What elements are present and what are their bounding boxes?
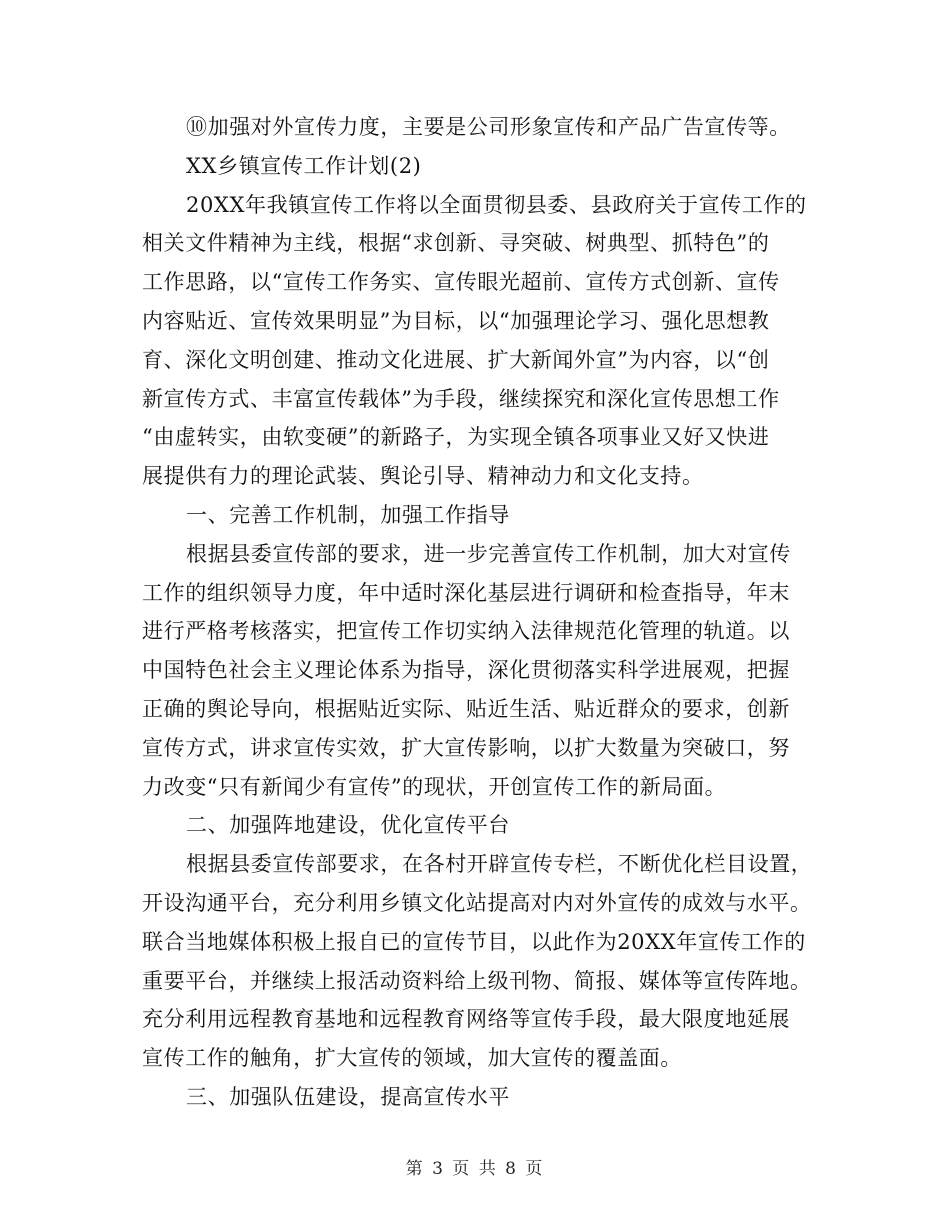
document-body: [142, 108, 813, 1117]
text-line: 宣传工作的触角，扩大宣传的领域，加大宣传的覆盖面。: [142, 1046, 682, 1071]
text-line: 根据县委宣传部的要求，进一步完善宣传工作机制，加大对宣传: [186, 541, 791, 566]
text-line: 内容贴近、宣传效果明显”为目标，以“加强理论学习、强化思想教: [142, 308, 770, 333]
text-line: XX乡镇宣传工作计划(2): [186, 153, 422, 178]
text-line: 工作思路，以“宣传工作务实、宣传眼光超前、宣传方式创新、宣传: [142, 270, 780, 295]
page-footer: 第 3 页 共 8 页: [405, 1159, 545, 1179]
text-line: 重要平台，并继续上报活动资料给上级刊物、简报、媒体等宣传阵地。: [142, 968, 812, 993]
text-line: 相关文件精神为主线，根据“求创新、寻突破、树典型、抓特色”的: [142, 231, 770, 256]
text-line: 育、深化文明创建、推动文化进展、扩大新闻外宣”为内容，以“创: [142, 347, 770, 372]
text-line: 三、加强队伍建设，提高宣传水平: [186, 1084, 510, 1109]
text-line: “由虚转实，由软变硬”的新路子，为实现全镇各项事业又好又快进: [142, 425, 770, 450]
text-line: 工作的组织领导力度，年中适时深化基层进行调研和检查指导，年末: [142, 580, 790, 605]
text-line: 一、完善工作机制，加强工作指导: [186, 502, 510, 527]
text-line: 中国特色社会主义理论体系为指导，深化贯彻落实科学进展观，把握: [142, 658, 790, 683]
text-line: 进行严格考核落实，把宣传工作切实纳入法律规范化管理的轨道。以: [142, 619, 790, 644]
text-line: 新宣传方式、丰富宣传载体”为手段，继续探究和深化宣传思想工作: [142, 386, 780, 411]
text-line: 正确的舆论导向，根据贴近实际、贴近生活、贴近群众的要求，创新: [142, 696, 790, 721]
text-line: 充分利用远程教育基地和远程教育网络等宣传手段，最大限度地延展: [142, 1007, 790, 1032]
text-line: 开设沟通平台，充分利用乡镇文化站提高对内对外宣传的成效与水平。: [142, 890, 812, 915]
text-line: ⑩加强对外宣传力度，主要是公司形象宣传和产品广告宣传等。: [186, 115, 791, 139]
text-line: 联合当地媒体积极上报自已的宣传节目，以此作为20XX年宣传工作的: [142, 929, 806, 954]
text-line: 20XX年我镇宣传工作将以全面贯彻县委、县政府关于宣传工作的: [186, 192, 807, 217]
text-line: 展提供有力的理论武装、舆论引导、精神动力和文化支持。: [142, 464, 704, 489]
text-line: 根据县委宣传部要求，在各村开辟宣传专栏，不断优化栏目设置，: [186, 852, 813, 877]
text-line: 力改变“只有新闻少有宣传”的现状，开创宣传工作的新局面。: [142, 774, 727, 799]
text-line: 宣传方式，讲求宣传实效，扩大宣传影响，以扩大数量为突破口，努: [142, 735, 790, 760]
text-line: 二、加强阵地建设，优化宣传平台: [186, 813, 510, 838]
